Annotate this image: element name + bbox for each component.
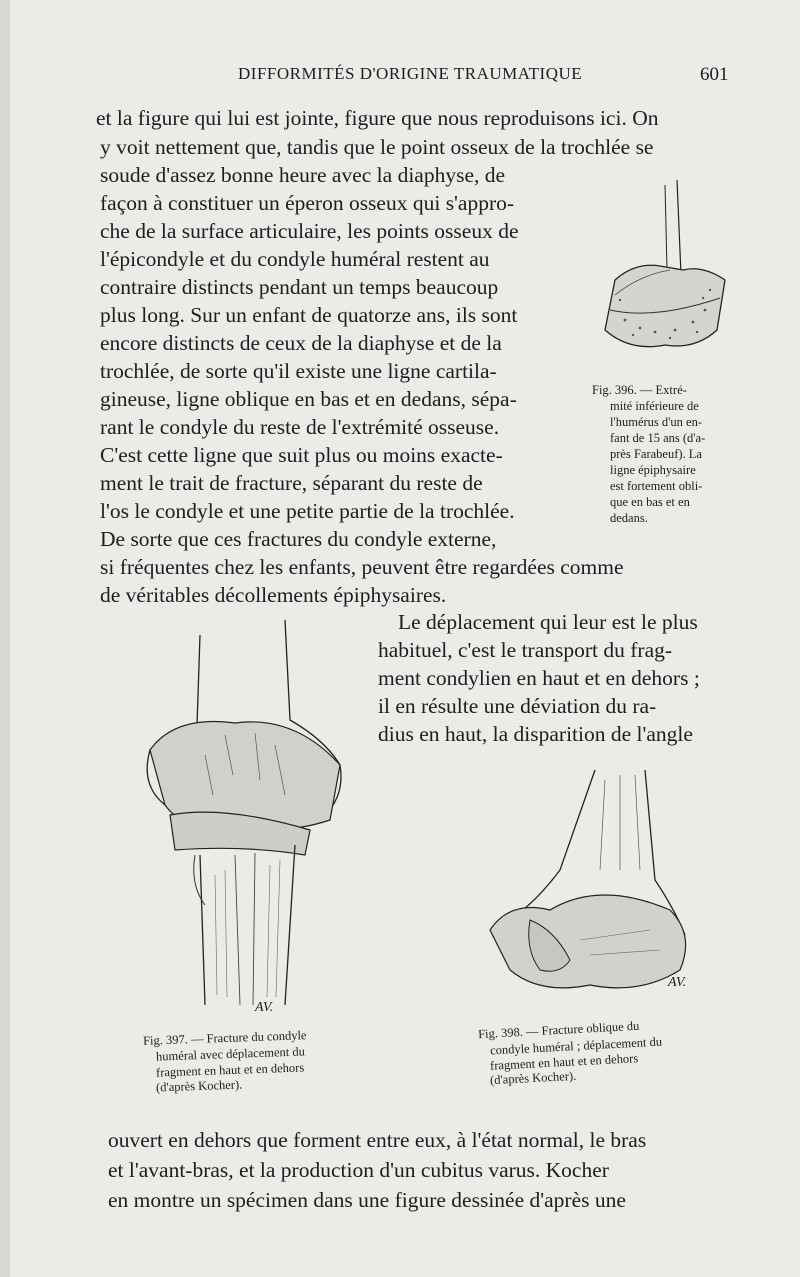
text-line: rant le condyle du reste de l'extrémité osseuse. — [100, 415, 500, 439]
caption-line: est fortement obli- — [610, 479, 703, 493]
text-line: ouvert en dehors que forment entre eux, à l'état normal, le bras — [108, 1128, 647, 1152]
figure-396-illustration — [585, 170, 735, 370]
text-line: et l'avant-bras, et la production d'un cubitus varus. Kocher — [108, 1158, 609, 1182]
text-line: plus long. Sur un enfant de quatorze ans, ils sont — [100, 303, 518, 327]
text-line: de véritables décollements épiphysaires. — [100, 583, 447, 607]
text-line: si fréquentes chez les enfants, peuvent être regardées comme — [100, 555, 624, 579]
caption-line: fragment en haut et en dehors — [155, 1060, 305, 1080]
text-line: l'os le condyle et une petite partie de la trochlée. — [100, 499, 515, 523]
caption-line: dedans. — [610, 511, 648, 525]
text-line: ment condylien en haut et en dehors ; — [378, 666, 700, 690]
caption-line: Fig. 396. — Extré- — [592, 383, 687, 397]
caption-line: Fig. 398. — Fracture oblique du — [477, 1018, 640, 1042]
caption-line: que en bas et en — [610, 495, 690, 509]
text-line: encore distincts de ceux de la diaphyse et de la — [100, 331, 502, 355]
caption-line: (d'après Kocher). — [489, 1068, 577, 1088]
caption-line: fant de 15 ans (d'a- — [610, 431, 706, 445]
figure-398-signature: AV. — [668, 975, 687, 990]
text-line: De sorte que ces fractures du condyle externe, — [100, 527, 497, 551]
text-line: l'épicondyle et du condyle huméral restent au — [100, 247, 490, 271]
caption-line: mité inférieure de — [610, 399, 699, 413]
text-line: che de la surface articulaire, les points osseux de — [100, 219, 519, 243]
caption-line: (d'après Kocher). — [155, 1077, 243, 1095]
text-line: gineuse, ligne oblique en bas et en dedans, sépa- — [100, 387, 517, 411]
text-line: ment le trait de fracture, séparant du reste de — [100, 471, 483, 495]
text-line: et la figure qui lui est jointe, figure que nous reproduisons ici. On — [96, 106, 659, 130]
caption-line: condyle huméral ; déplacement du — [489, 1034, 663, 1058]
text-line: Le déplacement qui leur est le plus — [398, 610, 698, 634]
caption-line: près Farabeuf). La — [610, 447, 702, 461]
caption-line: huméral avec déplacement du — [155, 1044, 306, 1064]
text-line: dius en haut, la disparition de l'angle — [378, 722, 693, 746]
text-line: soude d'assez bonne heure avec la diaphyse, de — [100, 163, 506, 187]
caption-line: fragment en haut et en dehors — [489, 1051, 639, 1073]
running-header — [0, 64, 800, 90]
caption-line: ligne épiphysaire — [610, 463, 696, 477]
text-line: y voit nettement que, tandis que le point osseux de la trochlée se — [100, 135, 654, 159]
text-line: il en résulte une déviation du ra- — [378, 694, 657, 718]
figure-397-illustration — [135, 605, 355, 1025]
page-edge-shadow — [0, 0, 10, 1277]
figure-397-signature: AV. — [255, 1000, 274, 1015]
text-line: façon à constituer un éperon osseux qui s'appro- — [100, 191, 515, 215]
caption-line: Fig. 397. — Fracture du condyle — [142, 1028, 307, 1048]
page-number: 601 — [700, 64, 729, 85]
text-line: C'est cette ligne que suit plus ou moins exacte- — [100, 443, 503, 467]
text-line: habituel, c'est le transport du frag- — [378, 638, 673, 662]
text-line: contraire distincts pendant un temps beaucoup — [100, 275, 499, 299]
text-line: trochlée, de sorte qu'il existe une ligne cartila- — [100, 359, 497, 383]
figure-398-illustration — [470, 760, 710, 1010]
running-title: DIFFORMITÉS D'ORIGINE TRAUMATIQUE — [238, 64, 583, 83]
caption-line: l'humérus d'un en- — [610, 415, 702, 429]
text-line: en montre un spécimen dans une figure dessinée d'après une — [108, 1188, 626, 1212]
